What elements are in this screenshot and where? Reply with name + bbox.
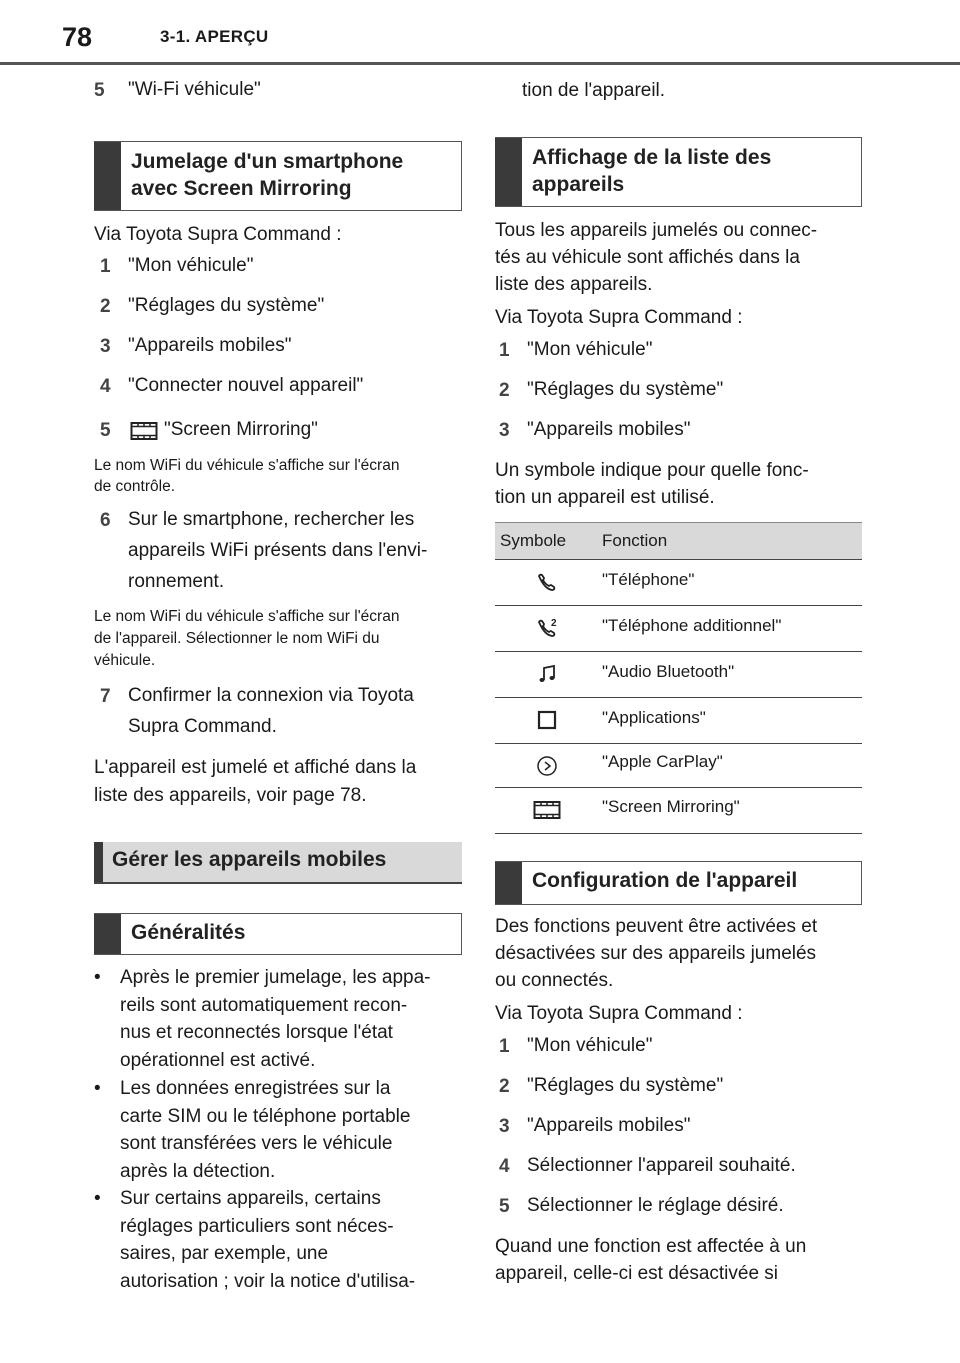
heading-title: Gérer les appareils mobiles <box>112 848 387 871</box>
screen-mirroring-icon <box>130 420 158 442</box>
step-text: "Appareils mobiles" <box>128 335 292 356</box>
para-text: ou connectés. <box>495 970 614 991</box>
step-text: "Mon véhicule" <box>527 1035 653 1056</box>
step-text: appareils WiFi présents dans l'envi- <box>128 540 428 561</box>
heading-bar <box>94 914 121 954</box>
bullet-line: autorisation ; voir la notice d'utilisa- <box>120 1270 416 1292</box>
para-text: tion un appareil est utilisé. <box>495 487 715 508</box>
table-row <box>495 606 862 652</box>
table-cell-function: "Audio Bluetooth" <box>598 652 862 698</box>
section-header: 3-1. APERÇU <box>160 27 269 46</box>
table-cell-function: "Téléphone additionnel" <box>598 606 862 652</box>
step-number: 5 <box>499 1196 510 1217</box>
table-cell-symbol <box>495 744 598 788</box>
bullet-line: saires, par exemple, une <box>120 1243 329 1264</box>
step-text: "Appareils mobiles" <box>527 1115 691 1136</box>
step-text: Sélectionner l'appareil souhaité. <box>527 1155 796 1176</box>
result-text: L'appareil est jumelé et affiché dans la <box>94 757 417 778</box>
para-text: désactivées sur des appareils jumelés <box>495 943 817 964</box>
step-number: 3 <box>499 420 510 441</box>
via-text: Via Toyota Supra Command : <box>94 224 342 245</box>
step-number: 5 <box>94 80 105 101</box>
step-text: Confirmer la connexion via Toyota <box>128 685 414 706</box>
step-number: 6 <box>100 510 111 531</box>
heading-config <box>495 861 862 905</box>
header-rule <box>0 62 960 65</box>
heading-generalites <box>94 913 462 955</box>
heading-affichage <box>495 137 862 207</box>
step-number: 7 <box>100 686 111 707</box>
note-text: de contrôle. <box>94 478 175 495</box>
table-row <box>495 652 862 698</box>
step-number: 2 <box>499 380 510 401</box>
square-icon <box>535 708 559 732</box>
table-cell-symbol <box>495 560 598 606</box>
heading-title-line1: Affichage de la liste des <box>532 146 772 169</box>
bullet-line: nus et reconnectés lorsque l'état <box>120 1022 393 1043</box>
bullet-line: opérationnel est activé. <box>120 1049 316 1071</box>
para-text: Tous les appareils jumelés ou connec- <box>495 220 818 241</box>
table-row <box>495 788 862 834</box>
step-number: 4 <box>499 1156 510 1177</box>
step-text: "Connecter nouvel appareil" <box>128 375 364 396</box>
step-text: "Réglages du système" <box>527 379 724 400</box>
note-text: Le nom WiFi du véhicule s'affiche sur l'écran <box>94 457 400 474</box>
symbol-table <box>495 522 862 834</box>
table-cell-symbol <box>495 698 598 744</box>
table-cell-symbol <box>495 652 598 698</box>
table-row <box>495 744 862 788</box>
step-number: 1 <box>499 340 510 361</box>
phone-icon <box>535 570 559 594</box>
heading-bar <box>94 842 103 882</box>
screen-mirroring-icon <box>533 799 561 821</box>
music-note-icon <box>535 662 559 686</box>
heading-title-line1: Jumelage d'un smartphone <box>131 150 404 173</box>
heading-bar <box>495 138 522 206</box>
table-header-function: Fonction <box>598 523 862 560</box>
step-text: Sur le smartphone, rechercher les <box>128 509 415 530</box>
step-number: 3 <box>100 336 111 357</box>
heading-gerer <box>94 842 462 884</box>
table-row <box>495 698 862 744</box>
step-text: Supra Command. <box>128 716 277 737</box>
table-cell-function: "Apple CarPlay" <box>598 744 862 788</box>
table-cell-function: "Applications" <box>598 698 862 744</box>
step-text: "Mon véhicule" <box>128 255 254 276</box>
step-text: ronnement. <box>128 571 225 592</box>
step-number: 4 <box>100 376 111 397</box>
via-text: Via Toyota Supra Command : <box>495 1003 743 1024</box>
phone-additional-icon <box>535 616 559 640</box>
heading-jumelage <box>94 141 462 211</box>
para-text: liste des appareils. <box>495 274 653 295</box>
heading-title: Configuration de l'appareil <box>532 869 798 892</box>
step-text: "Wi-Fi véhicule" <box>128 79 261 100</box>
continued-text: tion de l'appareil. <box>522 80 666 101</box>
via-text: Via Toyota Supra Command : <box>495 307 743 328</box>
step-text: Sélectionner le réglage désiré. <box>527 1195 784 1216</box>
bullet-line: sont transférées vers le véhicule <box>120 1133 393 1154</box>
heading-title-line2: appareils <box>532 173 625 196</box>
table-cell-symbol <box>495 788 598 834</box>
play-circle-icon <box>535 754 559 778</box>
step-text: "Réglages du système" <box>128 295 325 316</box>
step-text: "Réglages du système" <box>527 1075 724 1096</box>
bullet-line: réglages particuliers sont néces- <box>120 1215 394 1237</box>
step-number: 1 <box>499 1036 510 1057</box>
bullet-line: après la détection. <box>120 1160 276 1182</box>
step-number: 1 <box>100 256 111 277</box>
table-cell-function: "Téléphone" <box>598 560 862 606</box>
step-number: 3 <box>499 1116 510 1137</box>
table-row <box>495 560 862 606</box>
heading-title-line2: avec Screen Mirroring <box>131 177 352 200</box>
svg-text:2: 2 <box>550 618 557 629</box>
bullet-line: Les données enregistrées sur la <box>120 1078 391 1099</box>
heading-title: Généralités <box>131 921 246 944</box>
bullet-line: reils sont automatiquement recon- <box>120 994 408 1016</box>
step-text: "Screen Mirroring" <box>164 419 318 440</box>
result-text: liste des appareils, voir page 78. <box>94 785 367 806</box>
para-text: tés au véhicule sont affichés dans la <box>495 247 800 268</box>
bullet-line: carte SIM ou le téléphone portable <box>120 1105 411 1127</box>
page-number: 78 <box>62 22 93 52</box>
step-text: "Mon véhicule" <box>527 339 653 360</box>
note-text: véhicule. <box>94 652 156 669</box>
table-cell-function: "Screen Mirroring" <box>598 788 862 834</box>
step-number: 2 <box>499 1076 510 1097</box>
note-text: de l'appareil. Sélectionner le nom WiFi du <box>94 630 380 647</box>
para-text: Quand une fonction est affectée à un <box>495 1236 807 1257</box>
table-cell-symbol <box>495 606 598 652</box>
para-text: Un symbole indique pour quelle fonc- <box>495 460 809 481</box>
bullet-line: Après le premier jumelage, les appa- <box>120 967 431 988</box>
heading-bar <box>94 142 121 210</box>
table-header-symbol: Symbole <box>495 523 598 560</box>
step-number: 5 <box>100 420 111 441</box>
table-header-row <box>495 523 862 560</box>
note-text: Le nom WiFi du véhicule s'affiche sur l'écran <box>94 608 400 625</box>
step-text: "Appareils mobiles" <box>527 419 691 440</box>
bullet-line: Sur certains appareils, certains <box>120 1188 381 1209</box>
para-text: Des fonctions peuvent être activées et <box>495 916 818 937</box>
heading-bar <box>495 862 522 904</box>
para-text: appareil, celle-ci est désactivée si <box>495 1263 779 1284</box>
step-number: 2 <box>100 296 111 317</box>
